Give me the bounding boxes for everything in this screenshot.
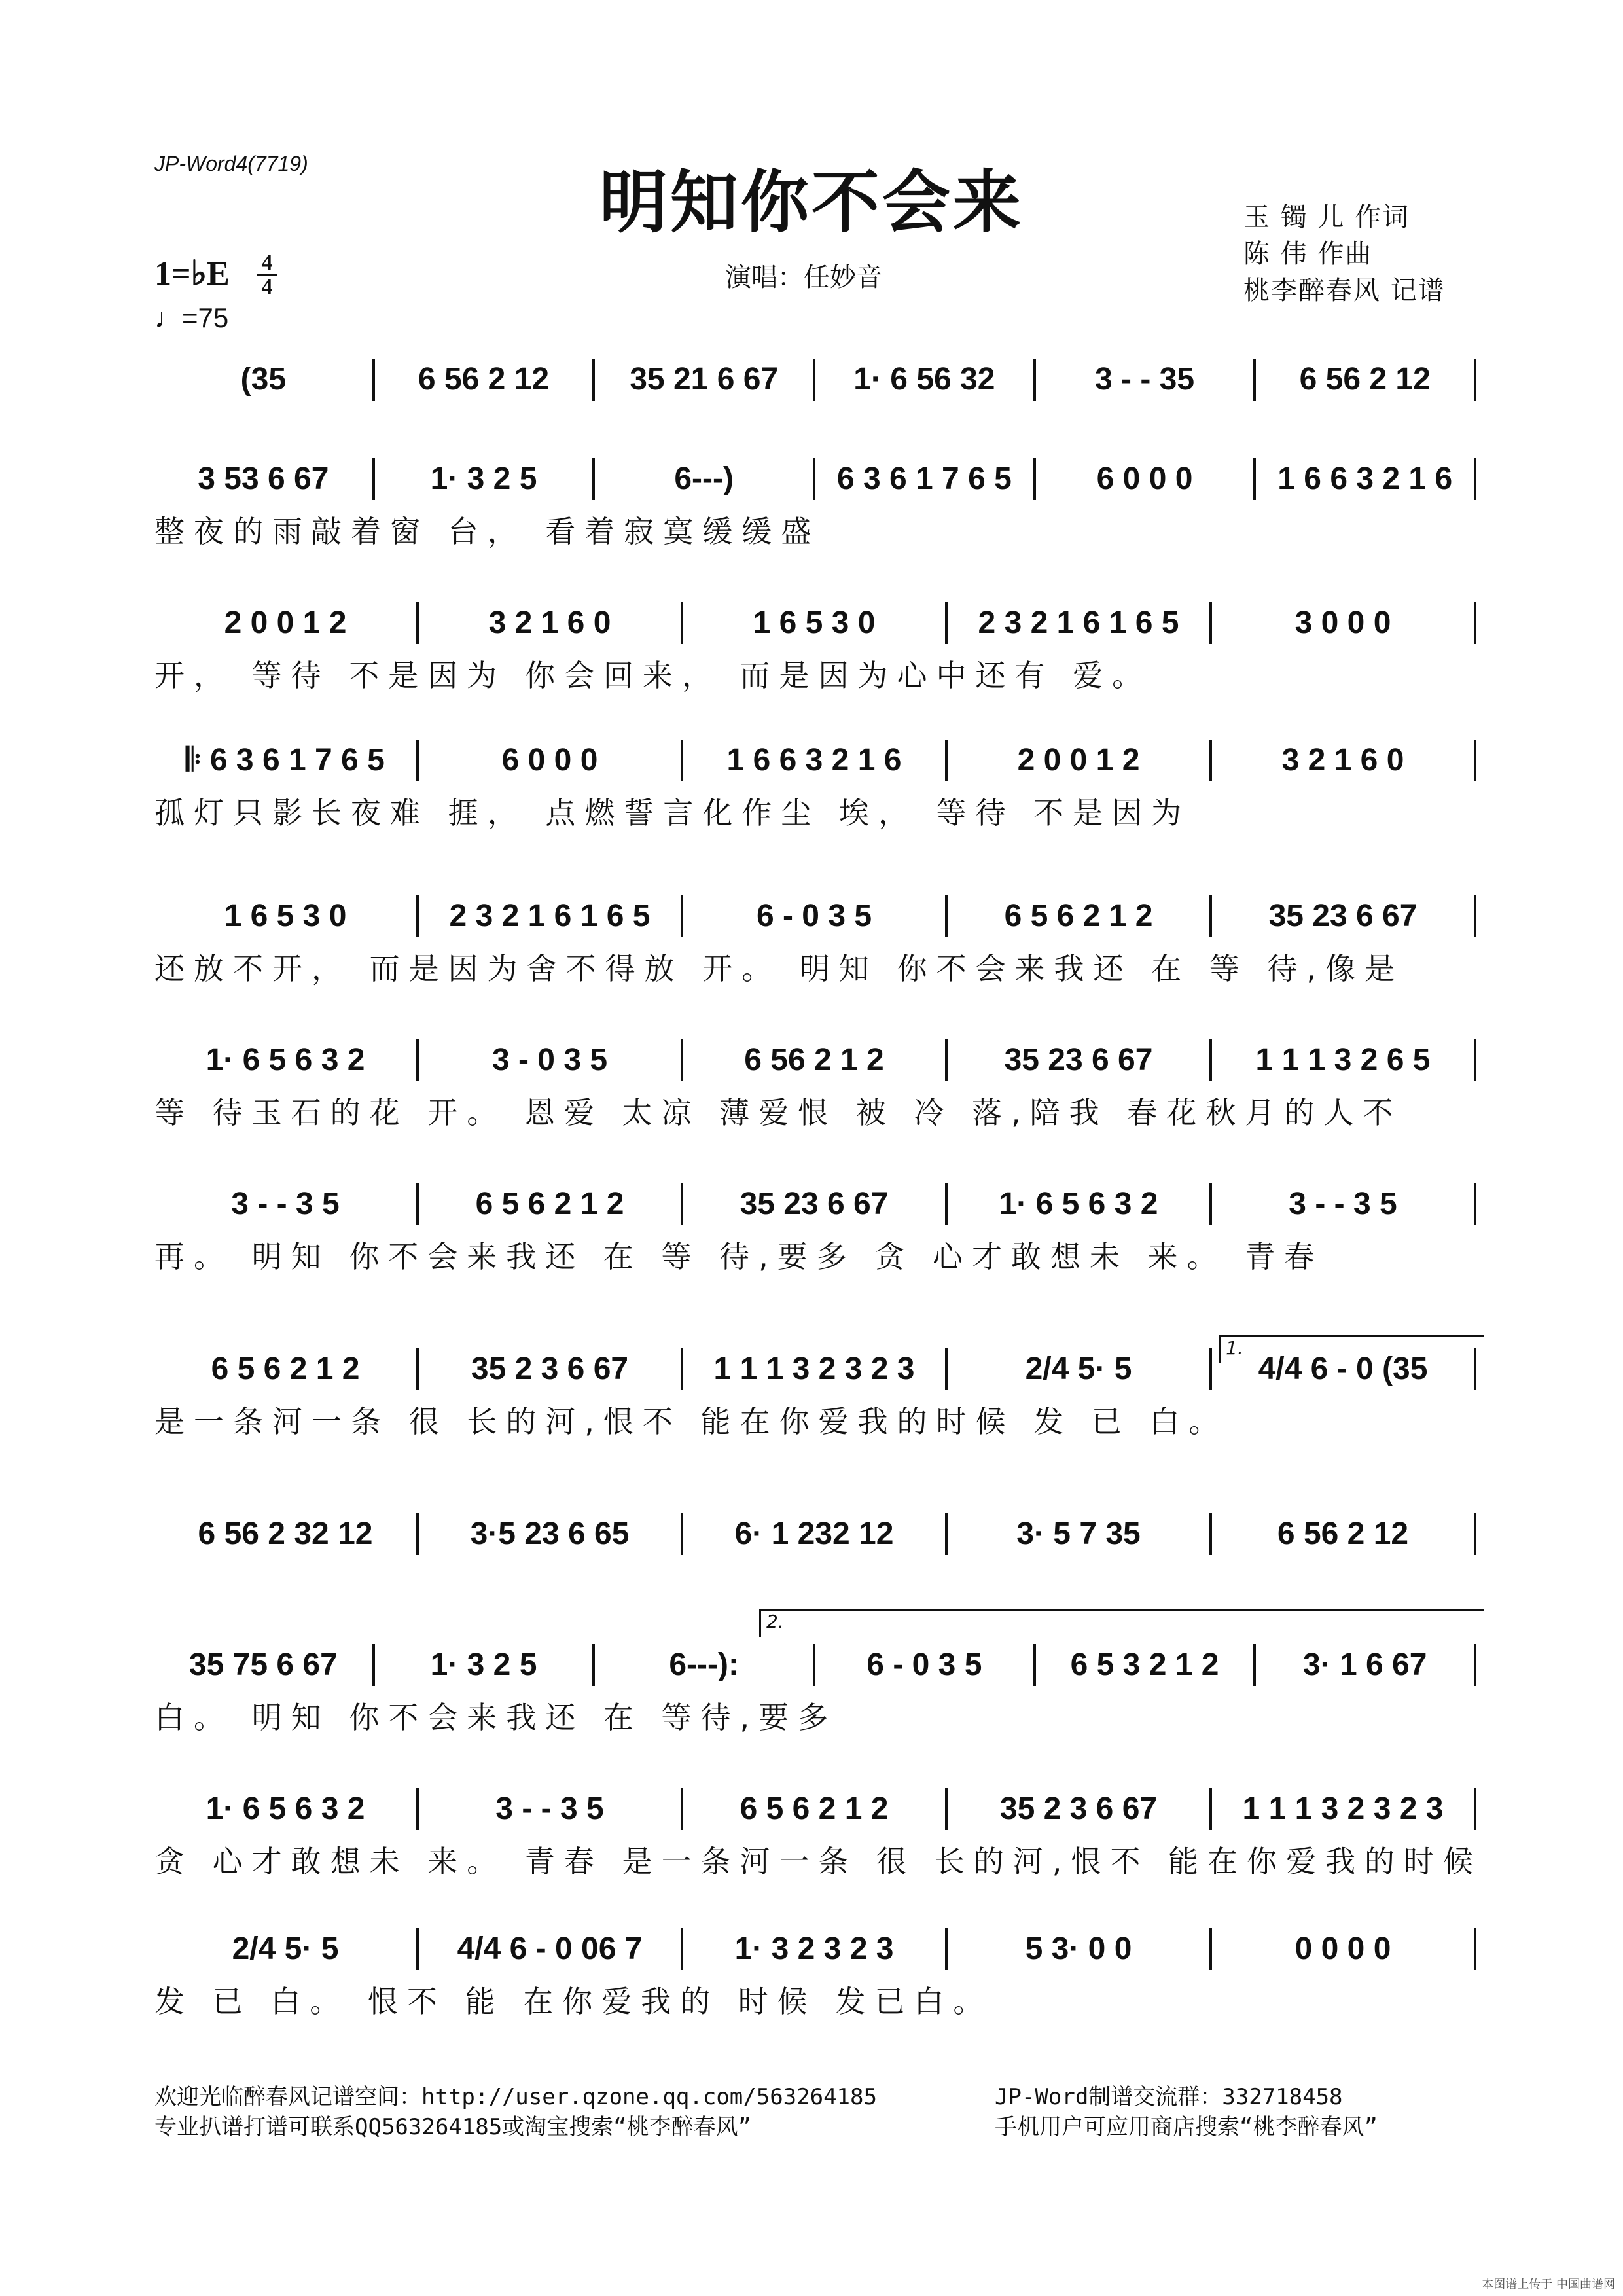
- measure: 35 2 3 6 67: [419, 1348, 683, 1390]
- measure: 4/4 6 - 0 06 7: [419, 1928, 683, 1970]
- measure: 1 6 5 3 0: [154, 895, 419, 937]
- key-signature: 1=♭E: [154, 255, 230, 293]
- measure: 1· 3 2 5: [375, 1644, 596, 1686]
- measure: 6 56 2 12: [1256, 359, 1476, 401]
- measure: 0 0 0 0: [1212, 1928, 1476, 1970]
- measure: 3 53 6 67: [154, 458, 375, 500]
- measure: (35: [154, 359, 375, 401]
- measure: 6 0 0 0: [419, 740, 683, 781]
- measure: 6 5 6 2 1 2: [419, 1183, 683, 1225]
- measure: 1· 6 56 32: [815, 359, 1036, 401]
- measure: 35 75 6 67: [154, 1644, 375, 1686]
- measure: 3· 1 6 67: [1256, 1644, 1476, 1686]
- performer: 演唱：任妙音: [725, 262, 882, 293]
- footer-group: JP-Word制谱交流群：332718458: [995, 2084, 1343, 2110]
- lyric-line: 孤灯只影长夜难 捱， 点燃誓言化作尘 埃， 等待 不是因为: [154, 795, 1191, 831]
- volta-1: 1.: [1219, 1335, 1484, 1363]
- measure: 3 - - 3 5: [419, 1788, 683, 1830]
- lyric-line: 等 待玉石的花 开。 恩爱 太凉 薄爱恨 被 冷 落,陪我 春花秋月的人不: [154, 1095, 1402, 1130]
- measure: 1 6 5 3 0: [683, 602, 948, 644]
- measure: 3 - - 35: [1036, 359, 1257, 401]
- measure: 6 5 6 2 1 2: [683, 1788, 948, 1830]
- time-sig-top: 4: [261, 251, 273, 275]
- software-label: JP-Word4(7719): [154, 152, 308, 175]
- measure: 6 3 6 1 7 6 5: [815, 458, 1036, 500]
- measure: 6 5 3 2 1 2: [1036, 1644, 1257, 1686]
- measure: 6 56 2 1 2: [683, 1039, 948, 1081]
- measure: 6 56 2 12: [375, 359, 596, 401]
- measure: 1· 3 2 5: [375, 458, 596, 500]
- score-system: [154, 740, 1476, 781]
- score-system: [154, 1513, 1476, 1555]
- measure: 1· 3 2 3 2 3: [683, 1928, 948, 1970]
- score-system: [154, 895, 1476, 937]
- measure: 1 1 1 3 2 3 2 3: [683, 1348, 948, 1390]
- time-signature: [257, 252, 277, 298]
- footer-contact: 专业扒谱打谱可联系QQ563264185或淘宝搜索“桃李醉春风”: [154, 2114, 752, 2140]
- composer-credit: 陈 伟 作曲: [1243, 239, 1373, 269]
- measure: 1· 6 5 6 3 2: [154, 1039, 419, 1081]
- score-system: [154, 1788, 1476, 1830]
- score-system: [154, 1183, 1476, 1225]
- lyric-line: 白。 明知 你不会来我还 在 等待,要多: [154, 1700, 838, 1735]
- lyricist-credit: 玉 镯 儿 作词: [1243, 202, 1410, 232]
- tempo-marking: ♩=75: [154, 302, 229, 333]
- measure: 6 56 2 12: [1212, 1513, 1476, 1555]
- volta-2: 2.: [759, 1609, 1484, 1637]
- lyric-line: 发 已 白。 恨不 能 在你爱我的 时候 发已白。: [154, 1984, 993, 2019]
- lyric-line: 开， 等待 不是因为 你会回来， 而是因为心中还有 爱。: [154, 658, 1152, 693]
- measure: 3 - - 3 5: [1212, 1183, 1476, 1225]
- measure: 3·5 23 6 65: [419, 1513, 683, 1555]
- measure: 6 5 6 2 1 2: [948, 895, 1212, 937]
- lyric-line: 还放不开， 而是因为舍不得放 开。 明知 你不会来我还 在 等 待,像是: [154, 951, 1404, 986]
- measure: 6· 1 232 12: [683, 1513, 948, 1555]
- measure: 35 23 6 67: [683, 1183, 948, 1225]
- measure: 6 - 0 3 5: [683, 895, 948, 937]
- measure: 35 23 6 67: [948, 1039, 1212, 1081]
- footer-website: 欢迎光临醉春风记谱空间：http://user.qzone.qq.com/563264185: [154, 2084, 877, 2110]
- score-system: [154, 1039, 1476, 1081]
- measure: 𝄆 6 3 6 1 7 6 5: [154, 740, 419, 781]
- measure: 2 3 2 1 6 1 6 5: [948, 602, 1212, 644]
- measure: 1 6 6 3 2 1 6: [1256, 458, 1476, 500]
- measure: 2/4 5· 5: [154, 1928, 419, 1970]
- measure: 5 3· 0 0: [948, 1928, 1212, 1970]
- measure: 35 23 6 67: [1212, 895, 1476, 937]
- measure: 35 2 3 6 67: [948, 1788, 1212, 1830]
- measure: 6---): [595, 458, 815, 500]
- score-system: [154, 602, 1476, 644]
- measure: 1· 6 5 6 3 2: [948, 1183, 1212, 1225]
- footer-mobile: 手机用户可应用商店搜索“桃李醉春风”: [995, 2114, 1378, 2140]
- measure: 6 5 6 2 1 2: [154, 1348, 419, 1390]
- measure: 2/4 5· 5: [948, 1348, 1212, 1390]
- lyric-line: 整夜的雨敲着窗 台， 看着寂寞缓缓盛: [154, 514, 821, 549]
- lyric-line: 是一条河一条 很 长的河,恨不 能在你爱我的时候 发 已 白。: [154, 1404, 1228, 1439]
- score-system: [154, 1928, 1476, 1970]
- score-system: [154, 1644, 1476, 1686]
- measure: 6 - 0 3 5: [815, 1644, 1036, 1686]
- measure: 3 2 1 6 0: [419, 602, 683, 644]
- measure: 3 2 1 6 0: [1212, 740, 1476, 781]
- measure: 4/4 6 - 0 (35: [1212, 1348, 1476, 1390]
- measure: 3 0 0 0: [1212, 602, 1476, 644]
- measure: 6---):: [595, 1644, 815, 1686]
- measure: 3· 5 7 35: [948, 1513, 1212, 1555]
- measure: 2 3 2 1 6 1 6 5: [419, 895, 683, 937]
- measure: 1 6 6 3 2 1 6: [683, 740, 948, 781]
- measure: 35 21 6 67: [595, 359, 815, 401]
- time-sig-bottom: 4: [261, 275, 273, 299]
- transcriber-credit: 桃李醉春风 记谱: [1243, 276, 1446, 306]
- measure: 1 1 1 3 2 6 5: [1212, 1039, 1476, 1081]
- measure: 6 56 2 32 12: [154, 1513, 419, 1555]
- score-system: [154, 359, 1476, 401]
- measure: 2 0 0 1 2: [154, 602, 419, 644]
- lyric-line: 贪 心才敢想未 来。 青春 是一条河一条 很 长的河,恨不 能在你爱我的时候: [154, 1844, 1482, 1879]
- measure: 6 0 0 0: [1036, 458, 1257, 500]
- measure: 3 - - 3 5: [154, 1183, 419, 1225]
- lyric-line: 再。 明知 你不会来我还 在 等 待,要多 贪 心才敢想未 来。 青春: [154, 1239, 1324, 1274]
- measure: 3 - 0 3 5: [419, 1039, 683, 1081]
- measure: 2 0 0 1 2: [948, 740, 1212, 781]
- measure: 1 1 1 3 2 3 2 3: [1212, 1788, 1476, 1830]
- song-title: 明知你不会来: [599, 162, 1024, 242]
- measure: 1· 6 5 6 3 2: [154, 1788, 419, 1830]
- site-watermark: 本图谱上传于 中国曲谱网: [1482, 2278, 1615, 2291]
- score-system: [154, 458, 1476, 500]
